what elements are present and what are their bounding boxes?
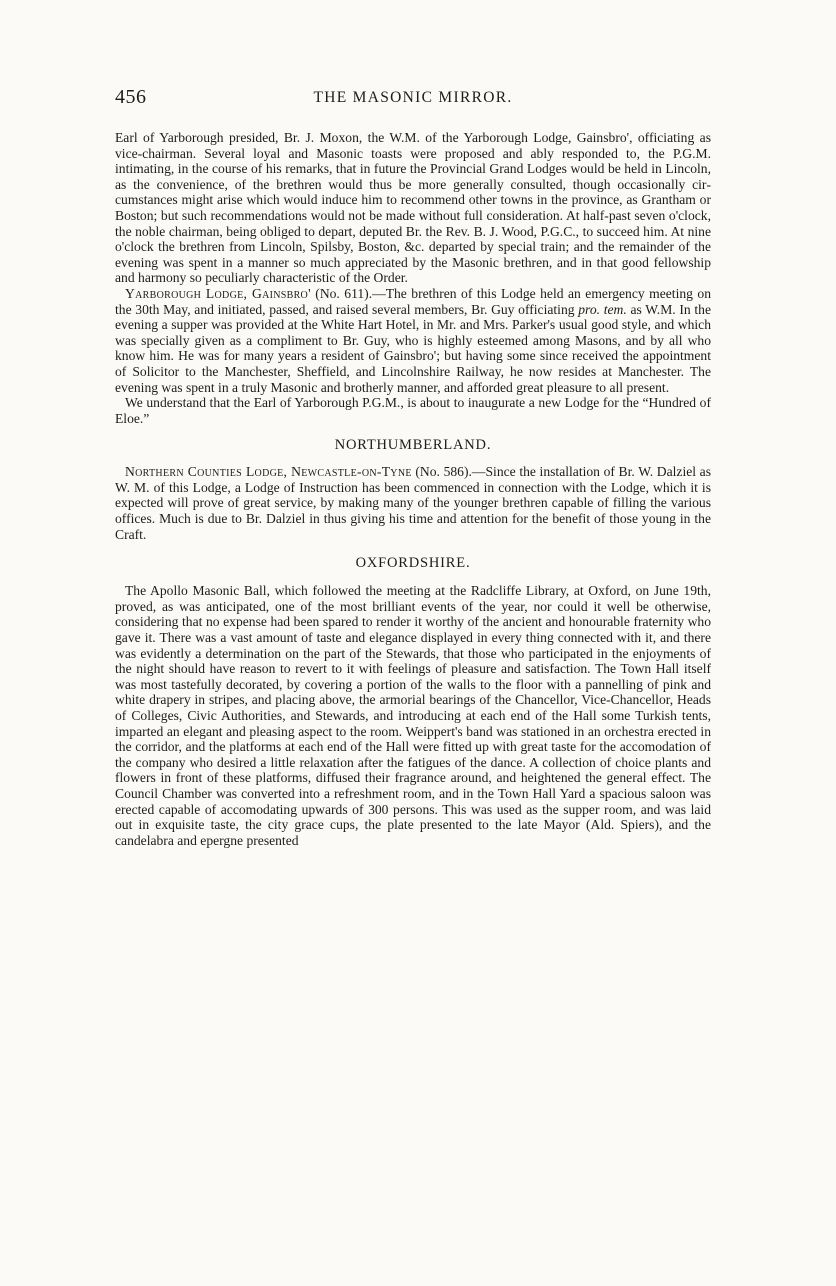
paragraph-yarborough-lodge: Yarborough Lodge, Gainsbro' (No. 611).—The brethren of this Lodge held an emergency meeting on the 30th May, and initiated, passed, and raised several members, Br. Guy officiating pro. tem. as W.M. In the evening a supper was provided at the White Hart Hotel, in Mr. and Mrs. Parker's usual good style, and which was specially given as a compliment to Br. Guy, who is highly esteemed among Masons, and by all who know him. He was for many years a resident of Gainsbro'; but having some since received the appointment of Solicitor to the Manchester, Sheffield, and Lincolnshire Railway, he now resides at Manchester. The evening was spent in a truly Masonic and brotherly manner, and afforded great pleasure to all present. [115, 285, 711, 395]
latin-phrase: pro. tem. [578, 301, 627, 317]
lodge-name: Yarborough Lodge, Gainsbro' [125, 285, 311, 301]
running-title: THE MASONIC MIRROR. [313, 89, 513, 106]
paragraph-new-lodge: We understand that the Earl of Yarborough P.G.M., is about to inaugurate a new Lodge for the “Hundred of Eloe.” [115, 395, 711, 426]
paragraph-apollo-ball: The Apollo Masonic Ball, which followed the meeting at the Radcliffe Library, at Oxford, on June 19th, proved, as was anticipated, one of the most brilliant events of the year, nor could it well be otherwise, considering that no expense had been spared to render it worthy of the ancient and honourable fraternity who gave it. There was a vast amount of taste and elegance displayed in every thing connected with it, and there was evidently a determination on the part of the Stewards, that those who participated in the enjoyments of the night should have reason to revert to it with feelings of pleasure and satisfaction. The Town Hall itself was most tastefully decorated, by covering a portion of the walls to the floor with a pannelling of pink and white drapery in stripes, and placing above, the armorial bearings of the Chancellor, Vice-Chancellor, Heads of Colleges, Civic Authorities, and Stewards, and introducing at each end of the Hall some Turkish tents, imparted an elegant and pleasing aspect to the room. Weippert's band was stationed in an orchestra erected in the corridor, and the platforms at each end of the Hall were fitted up with great taste for the accomodation of the company who desired a little relaxation after the fatigues of the dance. A collection of choice plants and flowers in front of these platforms, diffused their fragrance around, and heightened the general effect. The Council Chamber was converted into a refreshment room, and in the Town Hall Yard a spacious saloon was erected capable of accomodating upwards of 300 persons. This was used as the supper room, and was laid out in exquisite taste, the city grace cups, the plate presented to the late Mayor (Ald. Spiers), and the candelabra and epergne presented [115, 583, 711, 848]
page-number: 456 [115, 86, 147, 108]
paragraph-northern-counties: Northern Counties Lodge, Newcastle-on-Tyne (No. 586).—Since the installation of Br. W. Dalziel as W. M. of this Lodge, a Lodge of Instruction has been commenced in connection with the Lodge, which it is expected will prove of great service, by making many of the younger brethren capable of filling the various offices. Much is due to Br. Dalziel in thus giving his time and attention for the benefit of those young in the Craft. [115, 464, 712, 542]
section-heading-northumberland: NORTHUMBERLAND. [334, 437, 492, 454]
section-heading-oxfordshire: OXFORDSHIRE. [355, 555, 471, 572]
page-body [115, 130, 711, 848]
page-header [115, 86, 711, 112]
lodge-name: Northern Counties Lodge, Newcastle-on-Tyne [125, 464, 412, 480]
paragraph-yarborough-dinner: Earl of Yarborough presided, Br. J. Moxon, the W.M. of the Yarborough Lodge, Gainsbro', officiating as vice-chairman. Several loyal and Masonic toasts were proposed and ably responded to, the P.G.M. intimating, in the course of his remarks, that in future the Provincial Grand Lodges would be held in Lincoln, as the convenience, of the brethren would thus be more generally consulted, though occasionally circumstances might arise which would induce him to recommend other towns in the province, as Grantham or Boston; but such recommendations would not be made without full consideration. At half-past seven o'clock, the noble chairman, being obliged to depart, deputed Br. the Rev. B. J. Wood, P.G.C., to succeed him. At nine o'clock the brethren from Lincoln, Spilsby, Boston, &c. departed by special train; and the remainder of the evening was spent in a manner so much appreciated by the Masonic brethren, and in that good fellowship and harmony so peculiarly characteristic of the Order. [115, 130, 711, 286]
